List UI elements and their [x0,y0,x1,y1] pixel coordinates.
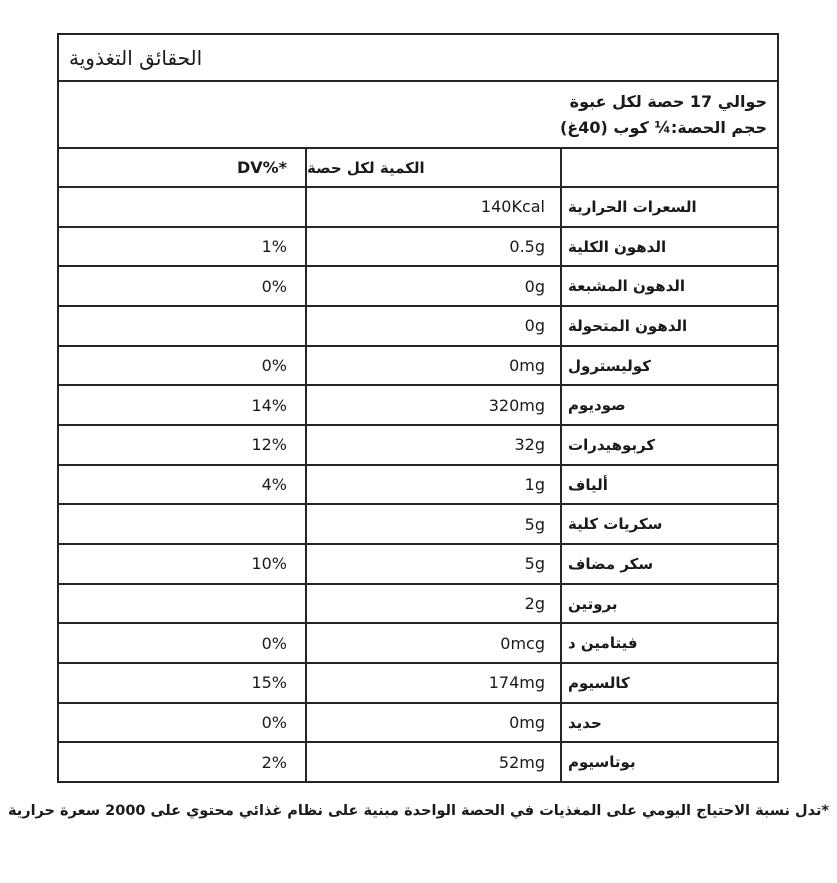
dv-value [59,505,307,543]
row-added-sugar [59,545,777,585]
amount-value: 0mcg [307,624,562,662]
row-potassium [59,743,777,781]
amount-value: 0.5g [307,228,562,266]
nutrient-column-header [562,149,777,186]
dv-value: 12% [59,426,307,464]
nutrition-facts-table [57,33,779,783]
nutrient-label: ألياف [568,475,608,494]
dv-value: 2% [59,743,307,781]
amount-value: 5g [307,505,562,543]
dv-value [59,307,307,345]
amount-value: 320mg [307,386,562,424]
nutrient-label: بروتين [568,594,618,613]
row-total-sugars [59,505,777,545]
dv-value: 15% [59,664,307,702]
amount-value: 140Kcal [307,188,562,226]
dv-value: 0% [59,704,307,742]
row-iron [59,704,777,744]
column-header-row [59,149,777,188]
nutrient-label: سكر مضاف [568,554,654,573]
serving-info [59,82,777,149]
nutrient-label: فيتامين د [568,634,638,653]
dv-value: 1% [59,228,307,266]
row-cholesterol [59,347,777,387]
nutrient-label: الدهون المشبعة [568,277,686,296]
amount-value: 174mg [307,664,562,702]
row-fiber [59,466,777,506]
row-protein [59,585,777,625]
nutrient-label: الدهون المتحولة [568,316,688,335]
nutrient-label: سكريات كلية [568,515,663,534]
row-total-fat [59,228,777,268]
row-vitamin-d [59,624,777,664]
servings-per-container: حوالي 17 حصة لكل عبوة [569,92,767,111]
amount-value: 5g [307,545,562,583]
amount-column-header: الكمية لكل حصة [307,149,562,186]
dv-value: 0% [59,347,307,385]
amount-value: 0g [307,307,562,345]
nutrient-label: كالسيوم [568,673,630,692]
dv-value: 4% [59,466,307,504]
nutrient-label: حديد [568,713,602,732]
dv-value [59,585,307,623]
dv-column-header: DV%* [59,149,307,186]
amount-value: 0mg [307,347,562,385]
row-saturated-fat [59,267,777,307]
daily-value-footnote: *تدل نسبة الاحتياج اليومي على المغذيات في الحصة الواحدة مبنية على نظام غذائي محتوي على 2000 سعرة حرارية [7,803,830,819]
row-sodium [59,386,777,426]
dv-value [59,188,307,226]
row-calcium [59,664,777,704]
amount-value: 1g [307,466,562,504]
nutrient-label: صوديوم [568,396,626,415]
row-calories [59,188,777,228]
nutrient-label: السعرات الحرارية [568,197,697,216]
table-title: الحقائق التغذوية [59,35,777,82]
row-trans-fat [59,307,777,347]
nutrient-label: كوليسترول [568,356,651,375]
amount-value: 2g [307,585,562,623]
dv-value: 0% [59,624,307,662]
amount-value: 32g [307,426,562,464]
serving-size: حجم الحصة:¼ كوب (40غ) [559,118,767,137]
row-carbohydrates [59,426,777,466]
amount-value: 0g [307,267,562,305]
dv-value: 14% [59,386,307,424]
dv-value: 0% [59,267,307,305]
nutrient-label: الدهون الكلية [568,237,667,256]
nutrient-label: بوتاسيوم [568,753,636,772]
nutrient-label: كربوهيدرات [568,435,656,454]
amount-value: 0mg [307,704,562,742]
dv-value: 10% [59,545,307,583]
amount-value: 52mg [307,743,562,781]
